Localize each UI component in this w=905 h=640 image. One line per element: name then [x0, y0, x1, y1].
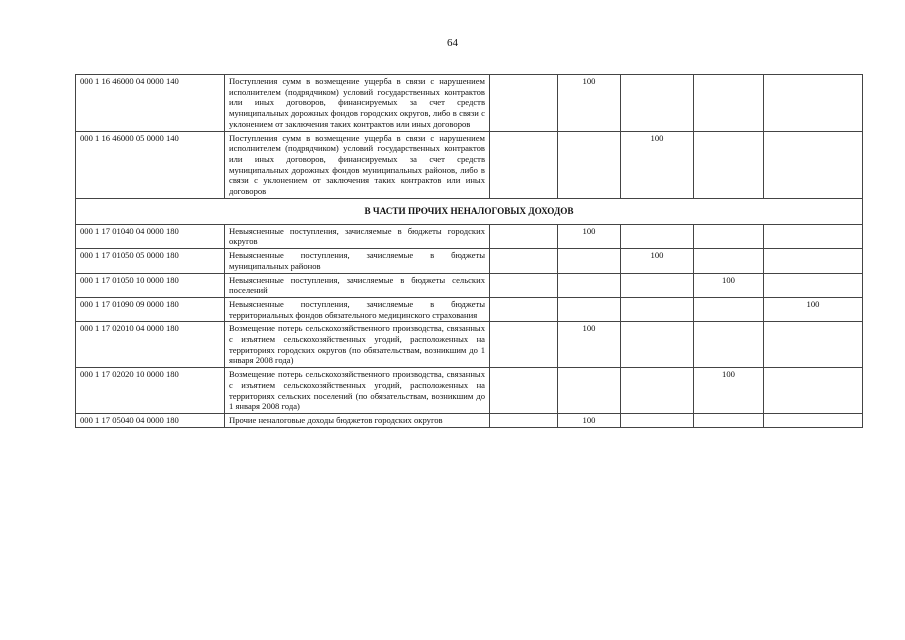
percent-cell	[764, 249, 863, 273]
classification-code: 000 1 17 02020 10 0000 180	[76, 368, 225, 414]
percent-cell: 100	[621, 249, 694, 273]
percent-cell	[621, 75, 694, 132]
percent-cell: 100	[694, 368, 764, 414]
table-row	[76, 75, 863, 132]
percent-cell	[764, 322, 863, 368]
table-body	[76, 75, 863, 428]
percent-cell	[558, 273, 621, 297]
classification-code: 000 1 16 46000 04 0000 140	[76, 75, 225, 132]
classification-code: 000 1 16 46000 05 0000 140	[76, 131, 225, 198]
classification-code: 000 1 17 05040 04 0000 180	[76, 413, 225, 427]
percent-cell	[490, 413, 558, 427]
percent-cell	[558, 368, 621, 414]
percent-cell	[694, 224, 764, 248]
revenue-description: Невыясненные поступления, зачисляемые в бюджеты территориальных фондов обязательного медицинского страхования	[225, 297, 490, 321]
percent-cell	[764, 413, 863, 427]
section-header-row	[76, 198, 863, 224]
percent-cell	[621, 297, 694, 321]
percent-cell	[694, 131, 764, 198]
percent-cell	[694, 75, 764, 132]
revenue-description: Невыясненные поступления, зачисляемые в бюджеты городских округов	[225, 224, 490, 248]
percent-cell	[490, 273, 558, 297]
percent-cell: 100	[621, 131, 694, 198]
percent-cell	[490, 322, 558, 368]
table-row	[76, 322, 863, 368]
section-title: В ЧАСТИ ПРОЧИХ НЕНАЛОГОВЫХ ДОХОДОВ	[76, 198, 863, 224]
percent-cell	[558, 297, 621, 321]
table-row	[76, 224, 863, 248]
table-row	[76, 368, 863, 414]
table-row	[76, 131, 863, 198]
percent-cell	[621, 413, 694, 427]
percent-cell	[694, 413, 764, 427]
percent-cell: 100	[558, 322, 621, 368]
percent-cell	[621, 273, 694, 297]
percent-cell: 100	[558, 224, 621, 248]
classification-code: 000 1 17 01040 04 0000 180	[76, 224, 225, 248]
percent-cell	[764, 131, 863, 198]
percent-cell	[621, 368, 694, 414]
percent-cell	[764, 273, 863, 297]
revenue-description: Поступления сумм в возмещение ущерба в связи с нарушением исполнителем (подрядчиком) условий государственных контрактов или иных договоров, финансируемых за счет средств муниципальных дорожных фондов городских округов, либо в связи с уклонением от заключения таких контрактов или иных договоров	[225, 75, 490, 132]
table-row	[76, 249, 863, 273]
percent-cell: 100	[558, 75, 621, 132]
classification-code: 000 1 17 01090 09 0000 180	[76, 297, 225, 321]
classification-code: 000 1 17 01050 05 0000 180	[76, 249, 225, 273]
percent-cell	[694, 322, 764, 368]
percent-cell: 100	[764, 297, 863, 321]
page-number: 64	[447, 37, 458, 49]
revenue-description: Невыясненные поступления, зачисляемые в бюджеты сельских поселений	[225, 273, 490, 297]
table-row	[76, 413, 863, 427]
percent-cell: 100	[694, 273, 764, 297]
percent-cell	[694, 249, 764, 273]
percent-cell	[694, 297, 764, 321]
classification-code: 000 1 17 02010 04 0000 180	[76, 322, 225, 368]
revenue-description: Поступления сумм в возмещение ущерба в связи с нарушением исполнителем (подрядчиком) условий государственных контрактов или иных договоров, финансируемых за счет средств муниципальных дорожных фондов муниципальных районов, либо в связи с уклонением от заключения таких контрактов или иных договоров	[225, 131, 490, 198]
classification-code: 000 1 17 01050 10 0000 180	[76, 273, 225, 297]
revenue-description: Возмещение потерь сельскохозяйственного производства, связанных с изъятием сельскохозяйственных угодий, расположенных на территориях городских округов (по обязательствам, возникшим до 1 января 2008 года)	[225, 322, 490, 368]
revenue-description: Прочие неналоговые доходы бюджетов городских округов	[225, 413, 490, 427]
budget-revenue-table	[75, 74, 863, 428]
percent-cell: 100	[558, 413, 621, 427]
percent-cell	[490, 297, 558, 321]
percent-cell	[490, 224, 558, 248]
percent-cell	[621, 322, 694, 368]
percent-cell	[764, 224, 863, 248]
percent-cell	[490, 368, 558, 414]
percent-cell	[490, 249, 558, 273]
percent-cell	[490, 131, 558, 198]
revenue-description: Невыясненные поступления, зачисляемые в бюджеты муниципальных районов	[225, 249, 490, 273]
percent-cell	[764, 368, 863, 414]
table-row	[76, 273, 863, 297]
percent-cell	[490, 75, 558, 132]
percent-cell	[621, 224, 694, 248]
revenue-description: Возмещение потерь сельскохозяйственного производства, связанных с изъятием сельскохозяйственных угодий, расположенных на территориях сельских поселений (по обязательствам, возникшим до 1 января 2008 года)	[225, 368, 490, 414]
table-row	[76, 297, 863, 321]
percent-cell	[764, 75, 863, 132]
percent-cell	[558, 131, 621, 198]
percent-cell	[558, 249, 621, 273]
